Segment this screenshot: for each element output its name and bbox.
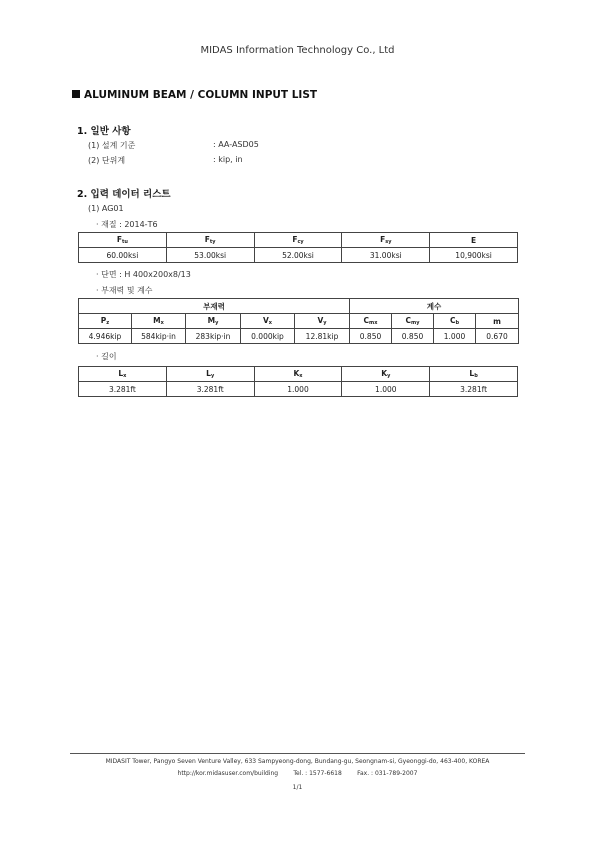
value-lb: 3.281ft <box>430 382 518 397</box>
company-header: MIDAS Information Technology Co., Ltd <box>200 45 395 56</box>
header-kx: $K_x$ <box>254 367 342 382</box>
document-title-text: ALUMINUM BEAM / COLUMN INPUT LIST <box>84 89 318 101</box>
header-vy: $V_y$ <box>295 314 350 329</box>
force-table <box>78 298 519 344</box>
value-fty: 53.00ksi <box>166 248 254 263</box>
header-ky: $K_y$ <box>342 367 430 382</box>
footer-divider <box>70 753 525 754</box>
design-code-value: : AA-ASD05 <box>213 140 259 149</box>
material-header-row <box>79 233 518 248</box>
header-fty: $F_{ty}$ <box>166 233 254 248</box>
header-fcy: $F_{cy}$ <box>254 233 342 248</box>
footer-address: MIDASIT Tower, Pangyo Seven Venture Valley, 633 Sampyeong-dong, Bundang-gu, Seongnam-si, Gyeonggi-do, 463-400, KOREA <box>105 758 490 765</box>
header-lb: $L_b$ <box>430 367 518 382</box>
member-name: (1) AG01 <box>88 204 124 213</box>
value-cmx: 0.850 <box>350 329 392 344</box>
material-table <box>78 232 518 263</box>
section-input-data-heading: 2. 입력 데이터 리스트 <box>77 189 171 200</box>
value-mx: 584kip·in <box>132 329 186 344</box>
header-mx: $M_x$ <box>132 314 186 329</box>
value-cmy: 0.850 <box>392 329 434 344</box>
length-table <box>78 366 518 397</box>
header-my: $M_y$ <box>186 314 241 329</box>
value-pz: 4.946kip <box>79 329 132 344</box>
value-cb: 1.000 <box>434 329 476 344</box>
length-value-row <box>79 382 518 397</box>
header-lx: $L_x$ <box>79 367 167 382</box>
force-label: · 부재력 및 계수 <box>96 286 153 295</box>
header-cmy: $C_{my}$ <box>392 314 434 329</box>
value-vy: 12.81kip <box>295 329 350 344</box>
section-general-heading: 1. 일반 사항 <box>77 126 131 137</box>
force-header-row <box>79 314 519 329</box>
value-vx: 0.000kip <box>241 329 295 344</box>
value-fsy: 31.00ksi <box>342 248 430 263</box>
length-header-row <box>79 367 518 382</box>
group-member-force: 부재력 <box>79 299 350 314</box>
value-fcy: 52.00ksi <box>254 248 342 263</box>
header-vx: $V_x$ <box>241 314 295 329</box>
header-m: m <box>476 314 519 329</box>
material-label: · 재질 : 2014-T6 <box>96 220 158 229</box>
value-lx: 3.281ft <box>79 382 167 397</box>
header-fsy: $F_{sy}$ <box>342 233 430 248</box>
value-e: 10,900ksi <box>430 248 518 263</box>
header-e: E <box>430 233 518 248</box>
footer-contact: http://kor.midasuser.com/building Tel. : 1577-6618 Fax. : 031-789-2007 <box>177 770 418 777</box>
document-title <box>72 89 317 101</box>
unit-system-value: : kip, in <box>213 155 243 164</box>
design-code-label: (1) 설계 기준 <box>88 141 136 150</box>
page-number: 1/1 <box>292 784 303 791</box>
value-ly: 3.281ft <box>166 382 254 397</box>
unit-system-label: (2) 단위계 <box>88 156 126 165</box>
force-group-row <box>79 299 519 314</box>
header-cmx: $C_{mx}$ <box>350 314 392 329</box>
value-m: 0.670 <box>476 329 519 344</box>
value-my: 283kip·in <box>186 329 241 344</box>
value-ky: 1.000 <box>342 382 430 397</box>
section-shape-label: · 단면 : H 400x200x8/13 <box>96 270 191 279</box>
square-bullet-icon <box>72 90 80 98</box>
header-cb: $C_b$ <box>434 314 476 329</box>
header-ly: $L_y$ <box>166 367 254 382</box>
material-value-row <box>79 248 518 263</box>
group-coefficient: 계수 <box>350 299 519 314</box>
value-ftu: 60.00ksi <box>79 248 167 263</box>
value-kx: 1.000 <box>254 382 342 397</box>
length-label: · 길이 <box>96 352 117 361</box>
header-pz: $P_z$ <box>79 314 132 329</box>
header-ftu: $F_{tu}$ <box>79 233 167 248</box>
force-value-row <box>79 329 519 344</box>
